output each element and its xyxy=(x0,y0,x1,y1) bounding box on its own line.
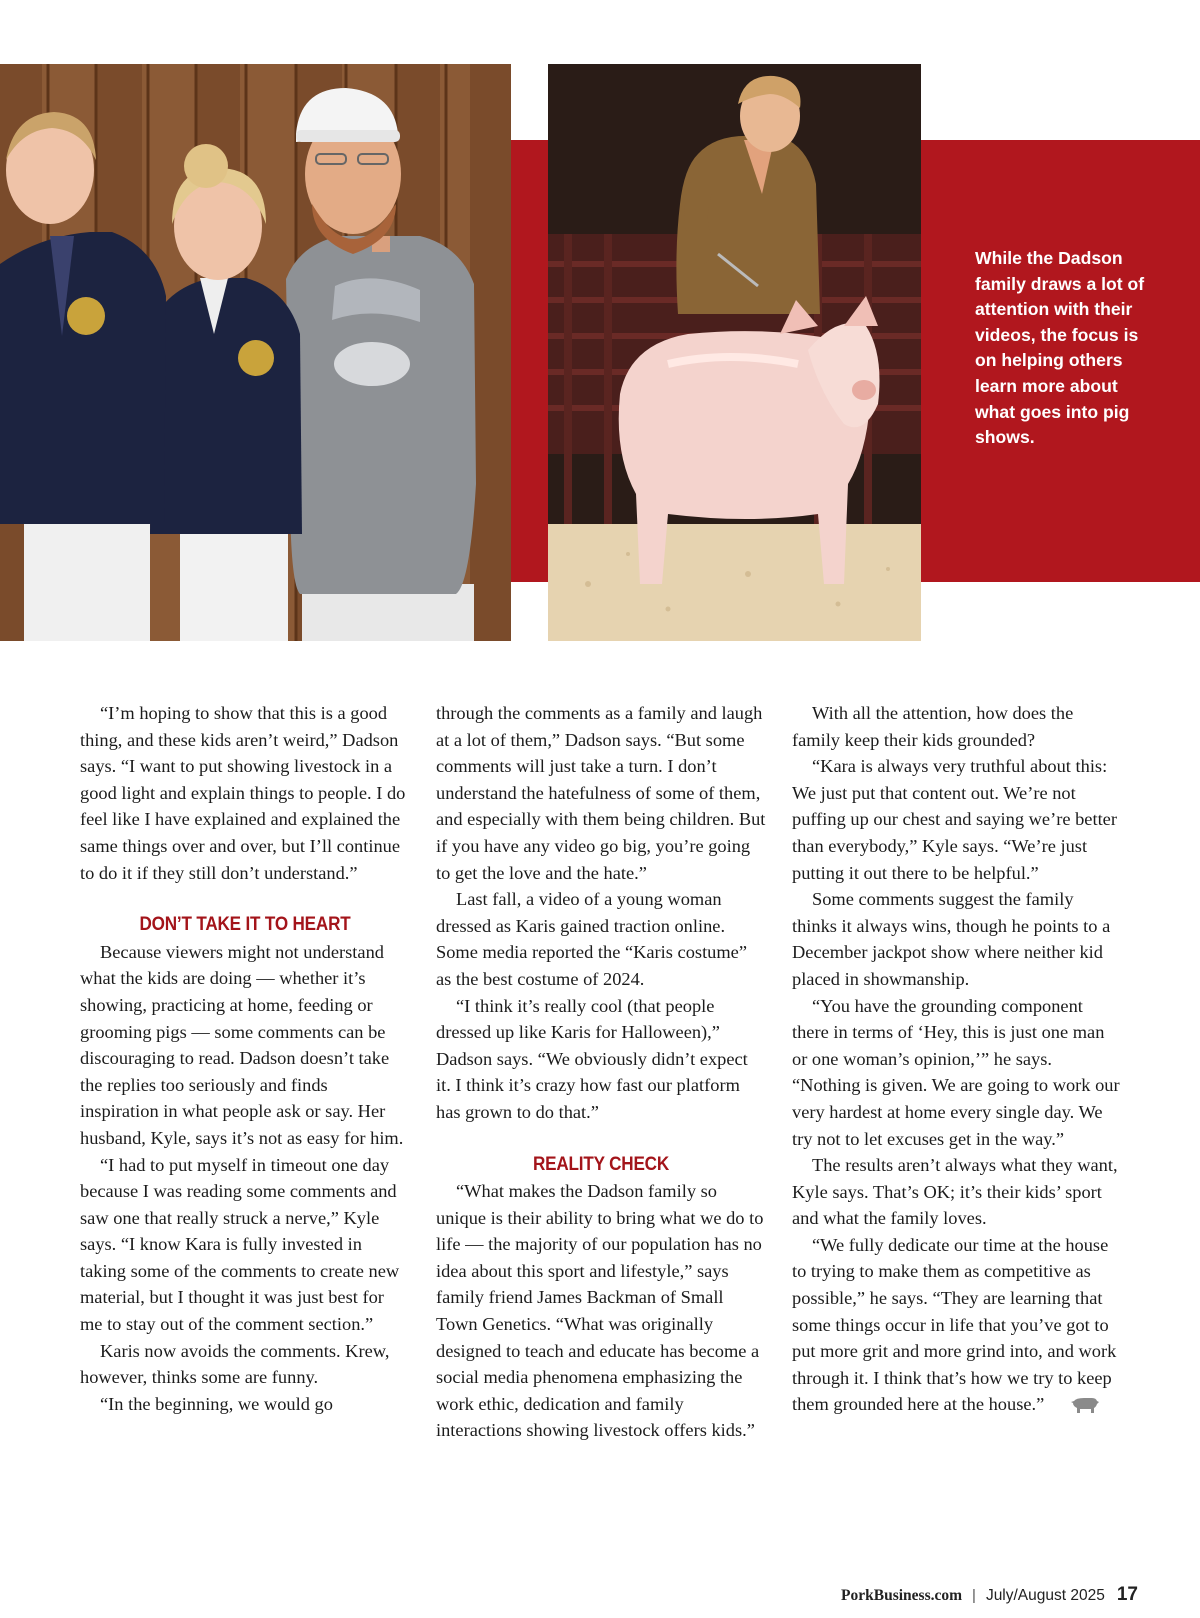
article-column-3 xyxy=(792,700,1122,1418)
paragraph: “I’m hoping to show that this is a good thing, and these kids aren’t weird,” Dadson says. “I want to put showing livestock in a good light and explain things to people. I do feel like I have explained and explained the same things over and over, but I’ll continue to do it if they still don’t understand.” xyxy=(80,703,406,883)
page-footer xyxy=(841,1584,1138,1606)
paragraph: through the comments as a family and laugh at a lot of them,” Dadson says. “But some comments will just take a turn. I don’t understand the hatefulness of some of them, and especially with them being children. But if you have any video go big, you’re going to get the love and the hate.” xyxy=(436,703,766,883)
footer-site: PorkBusiness.com xyxy=(841,1587,963,1604)
paragraph: With all the attention, how does the family keep their kids grounded? xyxy=(792,703,1074,750)
section-heading-reality-check: REALITY CHECK xyxy=(532,1153,670,1175)
pig-icon xyxy=(1050,1395,1080,1413)
footer-separator: | xyxy=(972,1587,976,1604)
paragraph: “In the beginning, we would go xyxy=(100,1393,333,1414)
paragraph: Because viewers might not understand what the kids are doing — whether it’s showing, practicing at home, feeding or grooming pigs — some comments can be discouraging to read. Dadson doesn’t take the replies too seriously and finds inspiration in what people ask or say. Her husband, Kyle, says it’s not as easy for him. xyxy=(80,941,404,1148)
paragraph: Some comments suggest the family thinks it always wins, though he points to a December jackpot show where neither kid placed in showmanship. xyxy=(792,889,1111,989)
family-photo xyxy=(0,64,511,641)
paragraph: “Kara is always very truthful about this: We just put that content out. We’re not puffing up our chest and saying we’re better than everybody,” Kyle says. “We’re just putting it out there to be helpful.” xyxy=(792,756,1117,883)
paragraph: “I think it’s really cool (that people dressed up like Karis for Halloween),” Dadson says. “We obviously didn’t expect it. I think it’s crazy how fast our platform has grown to do that.” xyxy=(436,995,748,1122)
paragraph: “What makes the Dadson family so unique is their ability to bring what we do to life — the majority of our population has no idea about this sport and lifestyle,” says family friend James Backman of Small Town Genetics. “What was originally designed to teach and educate has become a social media phenomena emphasizing the work ethic, dedication and family interactions showing livestock offers kids.” xyxy=(436,1181,764,1441)
article-column-2 xyxy=(436,700,766,1444)
caption-box xyxy=(921,140,1200,582)
paragraph: “You have the grounding component there in terms of ‘Hey, this is just one man or one woman’s opinion,’” he says. “Nothing is given. We are going to work our very hardest at home every single day. We try not to let excuses get in the way.” xyxy=(792,995,1120,1149)
paragraph: Last fall, a video of a young woman dressed as Karis gained traction online. Some media reported the “Karis costume” as the best costume of 2024. xyxy=(436,889,747,989)
pig-show-photo xyxy=(548,64,921,641)
paragraph-final-text: “We fully dedicate our time at the house to trying to make them as competitive as possible,” he says. “They are learning that some things occur in life that you’ve got to put more grit and more grind into, and work through it. I think that’s how we try to keep them grounded here at the house.” xyxy=(792,1234,1117,1415)
paragraph-final xyxy=(792,1232,1122,1418)
paragraph: “I had to put myself in timeout one day because I was reading some comments and saw one that really struck a nerve,” Kyle says. “I know Kara is fully invested in taking some of the comments to create new material, but I thought it was just best for me to stay out of the comment section.” xyxy=(80,1154,400,1335)
paragraph: Karis now avoids the comments. Krew, however, thinks some are funny. xyxy=(80,1340,390,1388)
paragraph: The results aren’t always what they want, Kyle says. That’s OK; it’s their kids’ sport and what the family loves. xyxy=(792,1155,1118,1229)
page-number: 17 xyxy=(1116,1584,1138,1605)
footer-issue: July/August 2025 xyxy=(985,1587,1105,1604)
article-column-1 xyxy=(80,700,410,1417)
section-heading-dont-take-it-to-heart: DON’T TAKE IT TO HEART xyxy=(139,914,351,936)
photo-caption: While the Dadson family draws a lot of attention with their videos, the focus is on helping others learn more about what goes into pig shows. xyxy=(975,248,1145,448)
red-accent-band xyxy=(511,140,548,582)
